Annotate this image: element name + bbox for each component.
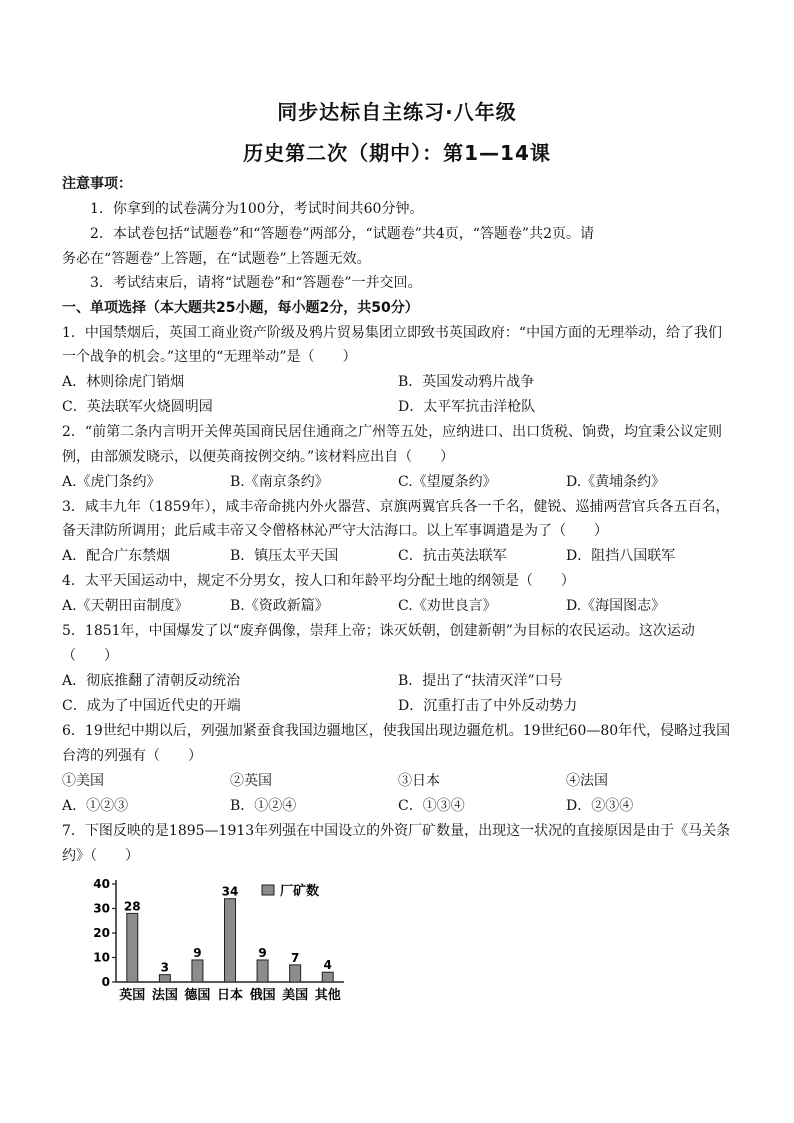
q1-option-d: D．太平军抗击洋枪队: [398, 399, 536, 415]
x-tick-label: 日本: [216, 988, 244, 1003]
q3-option-c: C．抗击英法联军: [398, 548, 507, 564]
q7-stem-cont: 约》（ ）: [62, 848, 139, 864]
x-tick-label: 其他: [314, 988, 341, 1003]
notice-heading: 注意事项：: [62, 176, 132, 192]
q5-option-a: A．彻底推翻了清朝反动统治: [62, 673, 241, 689]
q1-option-c: C．英法联军火烧圆明园: [62, 399, 213, 415]
notice-item-2: 2．本试卷包括“试题卷”和“答题卷”两部分，“试题卷”共4页，“答题卷”共2页。请: [90, 226, 594, 242]
q2-stem-cont: 例，由部颁发晓示，以便英商按例交纳。”该材料应出自（ ）: [62, 449, 455, 465]
q5-option-b: B．提出了“扶清灭洋”口号: [398, 673, 563, 689]
q4-option-c: C.《劝世良言》: [398, 598, 497, 614]
q1-stem-cont: 一个战争的机会。”这里的“无理举动”是（ ）: [62, 349, 357, 365]
q1-option-b: B．英国发动鸦片战争: [398, 374, 535, 390]
notice-item-2-cont: 务必在“答题卷”上答题，在“试题卷”上答题无效。: [62, 251, 371, 267]
q1-stem: 1．中国禁烟后，英国工商业资产阶级及鸦片贸易集团立即致书英国政府：“中国方面的无理举动，给了我们: [62, 325, 723, 341]
y-tick-label: 10: [93, 950, 110, 965]
x-tick-label: 德国: [184, 988, 211, 1003]
bar: [225, 899, 236, 982]
bar: [322, 972, 333, 982]
q6-item-1: ①美国: [62, 773, 104, 789]
x-tick-label: 俄国: [249, 988, 276, 1003]
q6-item-3: ③日本: [398, 773, 440, 789]
legend-label: 厂矿数: [280, 884, 320, 899]
data-label: 4: [323, 958, 332, 973]
y-tick-label: 0: [101, 975, 110, 989]
exam-title: 同步达标自主练习·八年级: [277, 100, 517, 124]
q6-option-d: D．②③④: [566, 798, 634, 814]
y-tick-label: 20: [93, 926, 110, 940]
q6-option-a: A．①②③: [62, 798, 129, 814]
q5-option-d: D．沉重打击了中外反动势力: [398, 698, 578, 714]
q4-stem: 4．太平天国运动中，规定不分男女，按人口和年龄平均分配土地的纲领是（ ）: [62, 573, 575, 589]
data-label: 7: [290, 950, 300, 965]
legend-swatch: [262, 885, 274, 895]
exam-subtitle: 历史第二次（期中）：第1—14课: [243, 141, 551, 165]
x-tick-label: 法国: [151, 988, 178, 1003]
q3-stem: 3．咸丰九年（1859年），咸丰帝命挑内外火器营、京旗两翼官兵各一千名，健锐、巡捕两营官兵各五百名，: [62, 499, 730, 515]
q6-option-b: B．①②④: [230, 798, 297, 814]
notice-item-3: 3．考试结束后，请将“试题卷”和“答题卷”一并交回。: [90, 275, 422, 291]
q3-option-d: D．阻挡八国联军: [566, 548, 676, 564]
q5-stem-cont: （ ）: [62, 648, 118, 664]
q4-option-a: A.《天朝田亩制度》: [62, 598, 189, 614]
bar: [127, 913, 138, 982]
factory-count-bar-chart: [90, 870, 352, 1010]
q6-item-2: ②英国: [230, 773, 272, 789]
y-tick-label: 30: [93, 901, 110, 916]
q2-option-a: A.《虎门条约》: [62, 474, 161, 490]
q3-option-a: A．配合广东禁烟: [62, 548, 171, 564]
section-heading: 一、单项选择（本大题共25小题，每小题2分，共50分）: [62, 300, 419, 316]
data-label: 34: [221, 884, 239, 899]
data-label: 3: [160, 960, 170, 975]
q2-stem: 2．“前第二条内言明开关俾英国商民居住通商之广州等五处，应纳进口、出口货税、饷费，均宜秉公议定则: [62, 424, 723, 440]
q4-option-b: B.《资政新篇》: [230, 598, 329, 614]
q2-option-c: C.《望厦条约》: [398, 474, 497, 490]
x-tick-label: 英国: [119, 988, 146, 1003]
q6-item-4: ④法国: [566, 773, 608, 789]
bar: [192, 960, 203, 982]
bar: [290, 965, 301, 982]
q3-option-b: B．镇压太平天国: [230, 548, 339, 564]
q2-option-b: B.《南京条约》: [230, 474, 329, 490]
q5-option-c: C．成为了中国近代史的开端: [62, 698, 241, 714]
q3-stem-cont: 备天津防所调用；此后咸丰帝又令僧格林沁严守大沽海口。以上军事调遣是为了（ ）: [62, 523, 608, 539]
q5-stem: 5．1851年，中国爆发了以“废弃偶像，崇拜上帝；诛灭妖朝，创建新朝”为目标的农民运动。这次运动: [62, 623, 695, 639]
bar: [159, 975, 170, 982]
q6-option-c: C．①③④: [398, 798, 465, 814]
q7-stem: 7．下图反映的是1895—1913年列强在中国设立的外资厂矿数量，出现这一状况的直接原因是由于《马关条: [62, 823, 731, 839]
q4-option-d: D.《海国图志》: [566, 598, 666, 614]
q6-stem: 6．19世纪中期以后，列强加紧蚕食我国边疆地区，使我国出现边疆危机。19世纪60—80年代，侵略过我国: [62, 723, 731, 739]
bar: [257, 960, 268, 982]
y-tick-label: 40: [93, 877, 110, 891]
data-label: 28: [123, 899, 141, 914]
x-tick-label: 美国: [282, 988, 309, 1003]
q1-option-a: A．林则徐虎门销烟: [62, 374, 185, 390]
q2-option-d: D.《黄埔条约》: [566, 474, 666, 490]
data-label: 9: [258, 945, 267, 960]
q6-stem-cont: 台湾的列强有（ ）: [62, 748, 202, 764]
notice-item-1: 1．你拿到的试卷满分为100分，考试时间共60分钟。: [90, 201, 424, 217]
data-label: 9: [193, 945, 202, 960]
